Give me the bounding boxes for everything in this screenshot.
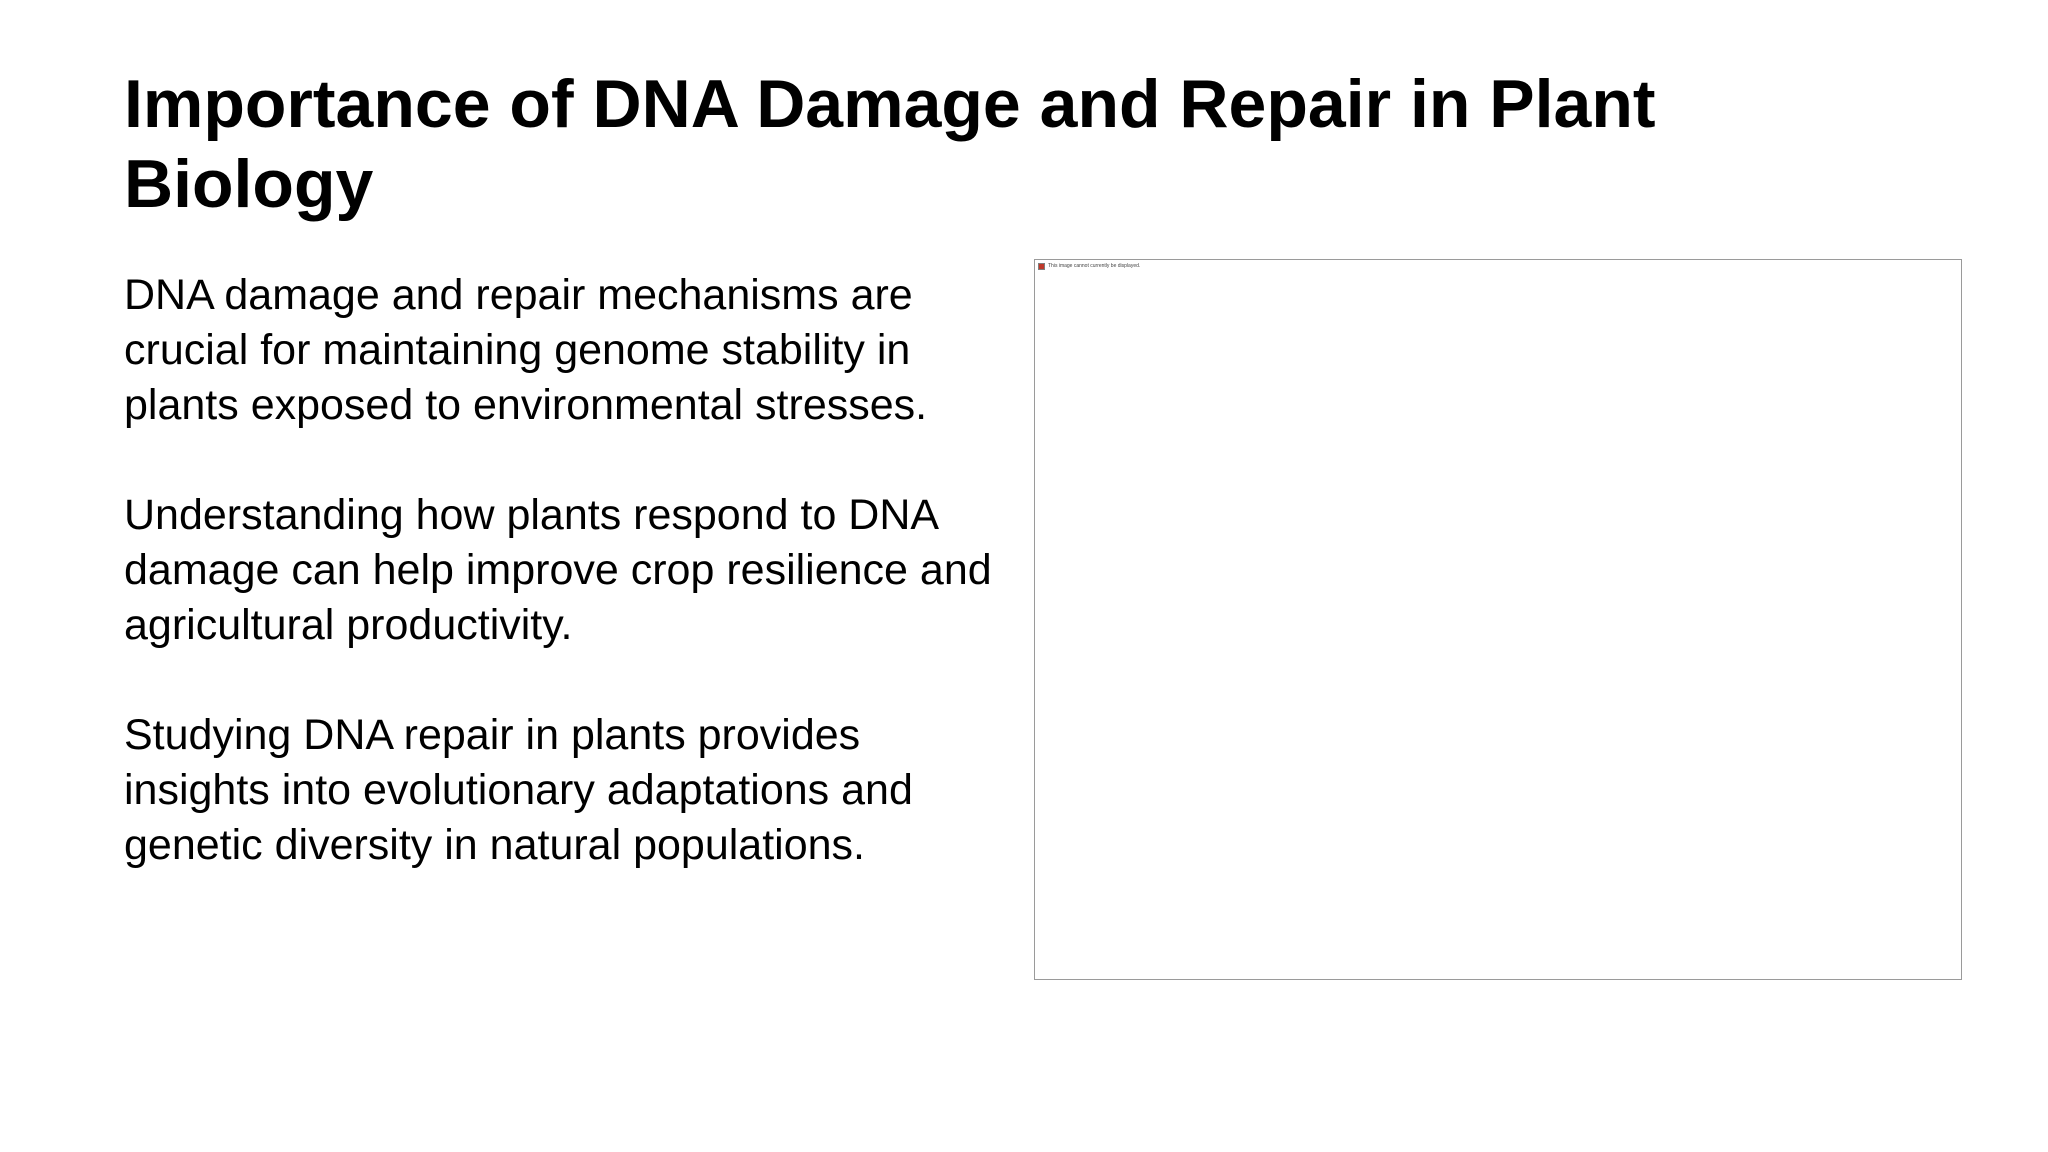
paragraph-evolutionary-insights: Studying DNA repair in plants provides insights into evolutionary adaptations and genetic diversity in natural populations.	[124, 711, 913, 869]
broken-image-message: This image cannot currently be displayed.	[1048, 263, 1141, 269]
image-placeholder-frame	[1034, 259, 1962, 980]
paragraph-crop-resilience: Understanding how plants respond to DNA damage can help improve crop resilience and agricultural productivity.	[124, 491, 992, 649]
broken-image-icon	[1038, 263, 1045, 270]
slide-title: Importance of DNA Damage and Repair in Plant Biology	[124, 66, 1656, 222]
slide-body	[124, 268, 1004, 928]
paragraph-genome-stability: DNA damage and repair mechanisms are crucial for maintaining genome stability in plants exposed to environmental stresses.	[124, 271, 928, 429]
